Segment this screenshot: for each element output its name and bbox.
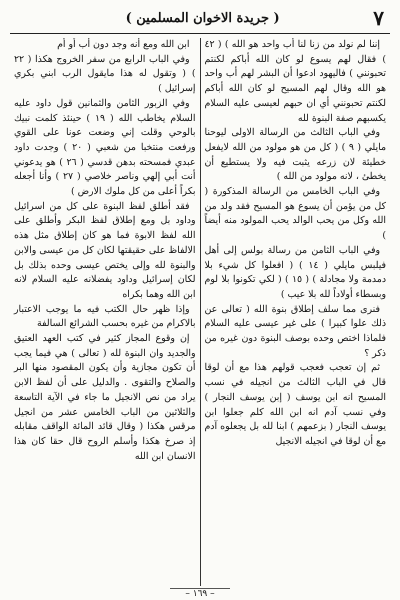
paragraph: وفي الباب الخامس من الرسالة المذكورة ( كل من يؤمن أن يسوع هو المسيح فقد ولد من الله وكل من يحب الوالد يحب المولود منه أيضاً ) [204, 186, 386, 242]
paragraph: وإذا ظهر حال الكتب فيه ما يوجب الاعتبار بالاكرام من غيره بحسب الشرائع السالفة [14, 303, 196, 330]
paragraph: فقد أطلق لفظ البنوة على كل من اسرائيل وداود بل ومع إطلاق لفظ البكر وأطلق على الله لفظ الابوة فما هو كان إطلاق مثل هذه الالفاظ على حقيقتها لكان كل من عيسى والابن والبنوة لله وإلى يختص عيسى وحده بذلك بل لكان إسرائيل وداود يفضلانه عليه السلام لانه ابن الله وهما بكراه [14, 200, 196, 300]
paragraph: إننا لم نولد من زنا لنا أب واحد هو الله ) ( ٤٢ ) فقال لهم يسوع لو كان الله أباكم لكنتم تحبونني ) فاليهود ادعوا أن البشر لهم أب واحد هو الله وقال لهم المسيح لو كان الله أباكم لكنتم تحبونني أي ان حبهم لعيسى عليه السلام يكسبهم صفة البنوة لله [204, 39, 386, 124]
paragraph: وفي الزبور الثامن والثمانين قول داود عليه السلام يخاطب الله ( ١٩ ) حينئذ كلمت نبيك بالوحي وقلت إني وضعت عونا على القوي ورفعت منتخبا من شعبي ( ٢٠ ) وجدت داود عبدي فمسحته بدهن قدسي ( ٢٦ ) هو يدعوني أنت أبي إلهي وناصر خلاصي ( ٢٧ ) وأنا أجعله بكراً أعلى من كل ملوك الارض ) [14, 97, 196, 198]
paragraph: ثم إن تعجب فعجب قولهم هذا مع أن لوقا قال في الباب الثالث من انجيله في نسب المسيح انه ابن يوسف ( إبن يوسف النجار ) وفي نسب آدم انه ابن الله كلم جعلوا ابن يوسف النجار ( بزعمهم ) ابنا لله بل يجعلوه آدم مع أن لوقا في انجيله الانجيل [204, 362, 386, 447]
paragraph: وفي الباب الثامن من رسالة بولس إلى أهل فيلبس مايلي ( ١٤ ) ( افعلوا كل شيء بلا دمدمة ولا مجادلة ) ( ١٥ ) ( لكي تكونوا بلا لوم وبسطاء أولاداً لله بلا عيب ) [204, 244, 387, 300]
page-footer [170, 588, 230, 599]
column-divider [200, 38, 201, 586]
paragraph: ابن الله ومع أنه وجد دون أب أو أم [57, 39, 190, 50]
page-number: ٧ [373, 6, 384, 30]
paragraph: إن وقوع المجاز كثير في كتب العهد العتيق والجديد وان البنوة لله ( تعالى ) هي فيما يجب أن تكون مجازية وأن يكون المقصود منها البر والصلاح والتقوى . والدليل على أن لفظ الابن يراد من نص الانجيل ما جاء في الآية التاسعة والثلاثين من الباب الخامس عشر من انجيل مرقس هكذا ( وقال قائد المائة الواقف مقابله إذ صرخ هكذا وأسلم الروح قال حقا كان هذا الانسان ابن الله [14, 333, 196, 462]
text-columns [10, 38, 390, 586]
right-column [201, 38, 391, 586]
paragraph: وفي الباب الثالث من الرسالة الاولى ليوحنا مايلي ( ٩ ) ( كل من هو مولود من الله لايفعل خطيئة لان زرعه يثبت فيه ولا يستطيع أن يخطئ ، لانه مولود من الله ) [204, 127, 386, 183]
footer-page-number: – ١٦٩ – [185, 589, 215, 599]
paragraph: وفي الباب الرابع من سفر الخروج هكذا ( ٢٢ ) ( وتقول له هذا مايقول الرب ابني بكري إسرائيل ) [14, 53, 196, 95]
paragraph: فنرى مما سلف إطلاق بنوة الله ( تعالى عن ذلك علوا كبيرا ) على غير عيسى عليه السلام فلماذا اختص وحده بوصف البنوة دون غيره من ذكر ؟ [204, 303, 386, 359]
page-header [10, 6, 390, 34]
left-column [10, 38, 200, 586]
journal-title: ( جريدة الاخوان المسلمين ) [125, 10, 280, 26]
